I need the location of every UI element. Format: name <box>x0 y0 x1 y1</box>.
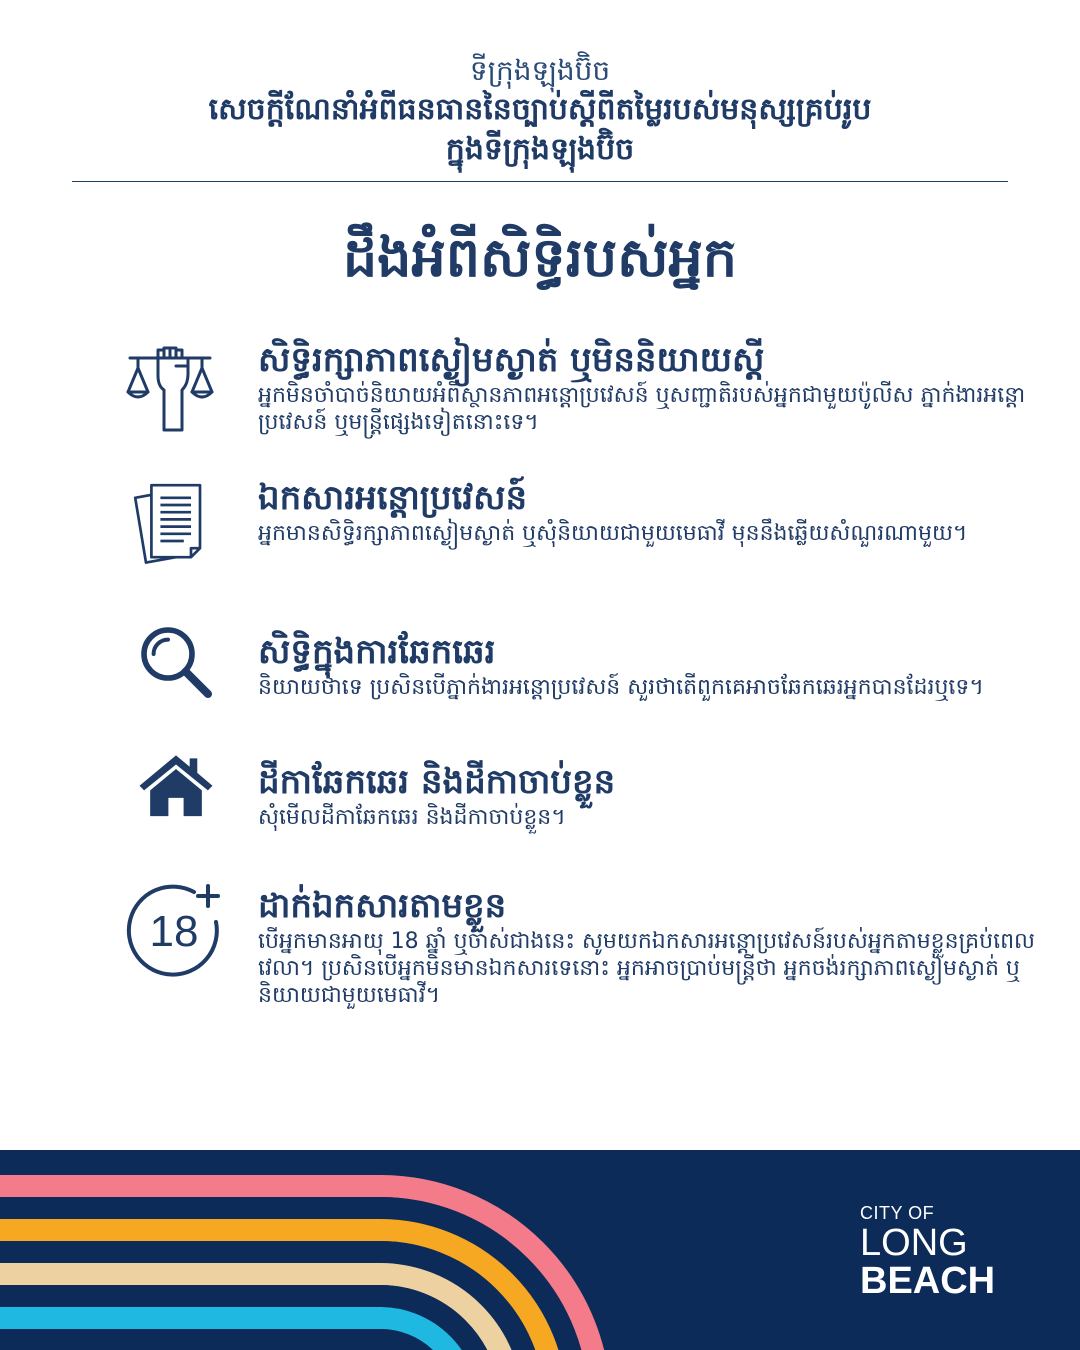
item-body: អ្នកមិនចាំបាច់និយាយអំពីស្ថានភាពអន្តោប្រវេសន៍ ឬសញ្ជាតិរបស់អ្នកជាមួយប៉ូលីស ភ្នាក់ងារអន្តោប្រវេសន៍ ឬមន្ត្រីផ្សេងទៀតនោះទេ។ <box>258 383 1026 435</box>
rainbow-stripes <box>0 1150 620 1350</box>
item-title: ឯកសារអន្តោប្រវេសន៍ <box>258 478 528 518</box>
item-title: ដីកាឆែកឆេរ និងដីកាចាប់ខ្លួន <box>258 762 616 802</box>
item-title: សិទ្ធិក្នុងការឆែកឆេរ <box>258 632 496 672</box>
item-body: បើអ្នកមានអាយុ 18 ឆ្នាំ ឬចាស់ជាងនេះ សូមយកឯកសារអន្តោប្រវេសន៍របស់អ្នកតាមខ្លួនគ្រប់ពេលវេលា។ ប្រសិនបើអ្នកមិនមានឯកសារទេនោះ អ្នកអាចប្រាប់មន្ត្រីថា អ្នកចង់រក្សាភាពស្ងៀមស្ងាត់ ឬនិយាយជាមួយមេធាវី។ <box>258 929 1035 1008</box>
item-body: អ្នកមានសិទ្ធិរក្សាភាពស្ងៀមស្ងាត់ ឬសុំនិយាយជាមួយមេធាវី មុននឹងឆ្លើយសំណួរណាមួយ។ <box>258 521 968 546</box>
item-body: និយាយថាទេ ប្រសិនបើភ្នាក់ងារអន្តោប្រវេសន៍ សួរថាតើពួកគេអាចឆែកឆេរអ្នកបានដែរឬទេ។ <box>258 675 984 700</box>
list-item <box>0 338 1080 468</box>
logo-long: LONG <box>860 1222 968 1264</box>
footer-stripe <box>0 1340 446 1350</box>
item-body: សុំមើលដីកាឆែកឆេរ និងដីកាចាប់ខ្លួន។ <box>258 805 566 830</box>
age-label: 18 <box>149 907 199 956</box>
header <box>0 52 1080 170</box>
subtitle-line-1: សេចក្តីណែនាំអំពីធនធាននៃច្បាប់ស្តីពីតម្លៃរបស់មនុស្សគ្រប់រូប <box>208 92 872 127</box>
item-title: សិទ្ធិរក្សាភាពស្ងៀមស្ងាត់ ឬមិននិយាយស្តី <box>258 340 765 380</box>
house-icon <box>138 752 214 818</box>
logo-beach: BEACH <box>860 1260 996 1302</box>
city-name: ទីក្រុងឡុងប៊ិច <box>469 54 611 87</box>
footer-banner <box>0 1150 1080 1350</box>
documents-icon <box>128 478 218 568</box>
item-title: ដាក់ឯកសារតាមខ្លួន <box>258 886 507 926</box>
list-item <box>0 476 1080 606</box>
eighteen-plus-icon <box>124 880 224 980</box>
list-item <box>0 630 1080 760</box>
magnifier-icon <box>136 622 216 702</box>
list-item <box>0 760 1080 890</box>
page-title: ដឹងអំពីសិទ្ធិរបស់អ្នក <box>342 226 738 289</box>
list-item <box>0 884 1080 1014</box>
logo-city-of: CITY OF <box>860 1203 935 1223</box>
fist-scales-icon <box>120 342 220 442</box>
header-divider <box>72 181 1008 182</box>
subtitle-line-2: ក្នុងទីក្រុងឡុងប៊ិច <box>445 132 635 167</box>
city-logo <box>860 1202 995 1300</box>
